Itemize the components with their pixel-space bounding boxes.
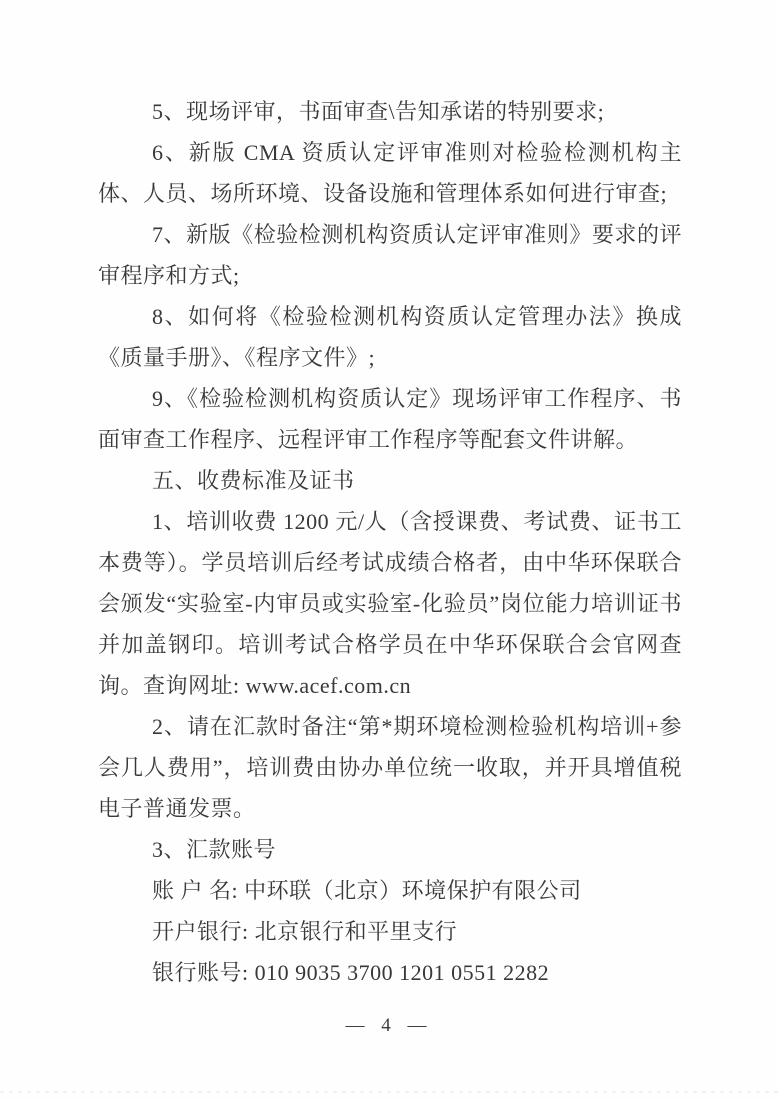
list-item-9: 9、《检验检测机构资质认定》现场评审工作程序、书面审查工作程序、远程评审工作程序等配套文件讲解。 bbox=[98, 386, 682, 452]
account-name-line: 账 户 名: 中环联（北京）环境保护有限公司 bbox=[152, 878, 582, 903]
scan-edge-artifact bbox=[0, 1091, 778, 1093]
list-item-8: 8、如何将《检验检测机构资质认定管理办法》换成《质量手册》、《程序文件》; bbox=[98, 304, 682, 370]
bank-branch-line: 开户银行: 北京银行和平里支行 bbox=[152, 919, 458, 944]
list-item-7: 7、新版《检验检测机构资质认定评审准则》要求的评审程序和方式; bbox=[98, 222, 682, 288]
page-number: — 4 — bbox=[345, 1015, 433, 1036]
account-number-line: 银行账号: 010 9035 3700 1201 0551 2282 bbox=[152, 960, 550, 985]
section-heading-fees: 五、收费标准及证书 bbox=[152, 468, 355, 493]
list-item-5: 5、现场评审，书面审查\告知承诺的特别要求; bbox=[152, 99, 605, 124]
list-item-6: 6、新版 CMA 资质认定评审准则对检验检测机构主体、人员、场所环境、设备设施和管理体系如何进行审查; bbox=[98, 140, 682, 206]
document-body bbox=[98, 91, 682, 993]
para-remittance-note: 2、请在汇款时备注“第*期环境检测检验机构培训+参会几人费用”，培训费由协办单位统一收取，并开具增值税电子普通发票。 bbox=[98, 714, 682, 821]
para-remittance-account-heading: 3、汇款账号 bbox=[152, 837, 277, 862]
para-training-fee: 1、培训收费 1200 元/人（含授课费、考试费、证书工本费等）。学员培训后经考试成绩合格者，由中华环保联合会颁发“实验室-内审员或实验室-化验员”岗位能力培训证书并加盖钢印。培训考试合格学员在中华环保联合会官网查询。查询网址: www.acef.com.cn bbox=[98, 509, 682, 698]
